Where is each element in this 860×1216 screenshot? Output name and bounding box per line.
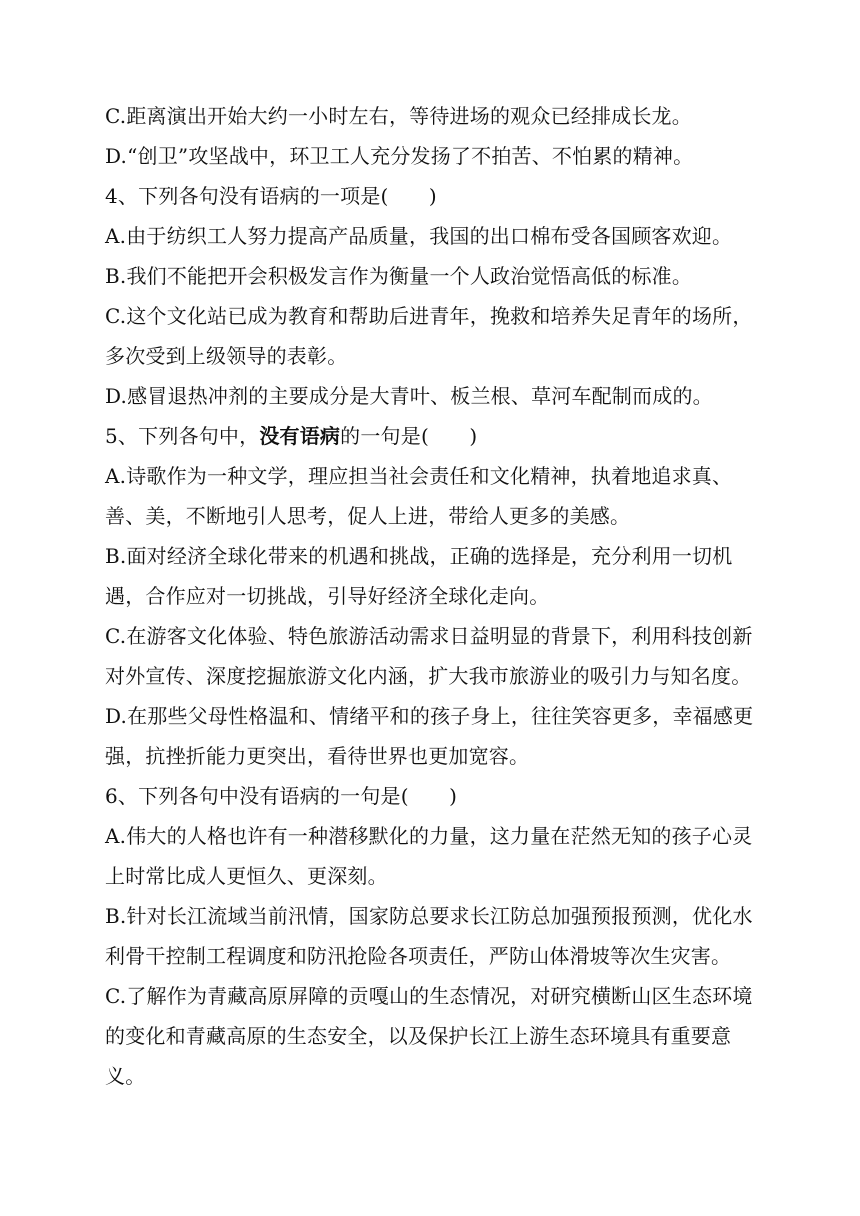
question-4-stem: 4、下列各句没有语病的一项是( ) (105, 184, 437, 208)
option-5b-line-2: 遇，合作应对一切挑战，引导好经济全球化走向。 (105, 584, 550, 608)
option-6c-line-1: C.了解作为青藏高原屏障的贡嘎山的生态情况，对研究横断山区生态环境 (105, 984, 753, 1008)
option-3d-line: D.“创卫”攻坚战中，环卫工人充分发扬了不拍苦、不怕累的精神。 (105, 144, 694, 168)
question-5-stem (105, 416, 760, 456)
question-5-stem-suffix: 的一句是( ) (340, 424, 478, 448)
option-6b-line-1: B.针对长江流域当前汛情，国家防总要求长江防总加强预报预测，优化水 (105, 904, 753, 928)
option-5a-line-1: A.诗歌作为一种文学，理应担当社会责任和文化精神，执着地追求真、 (105, 464, 733, 488)
option-6a-line-1: A.伟大的人格也许有一种潜移默化的力量，这力量在茫然无知的孩子心灵 (105, 824, 753, 848)
option-3c-line: C.距离演出开始大约一小时左右，等待进场的观众已经排成长龙。 (105, 104, 692, 128)
option-4c-line-2: 多次受到上级领导的表彰。 (105, 344, 348, 368)
option-5a-line-2: 善、美，不断地引人思考，促人上进，带给人更多的美感。 (105, 504, 631, 528)
option-5c-line-2: 对外宣传、深度挖掘旅游文化内涵，扩大我市旅游业的吸引力与知名度。 (105, 664, 752, 688)
option-4d-line: D.感冒退热冲剂的主要成分是大青叶、板兰根、草河车配制而成的。 (105, 384, 713, 408)
option-4b-line: B.我们不能把开会积极发言作为衡量一个人政治觉悟高低的标准。 (105, 264, 693, 288)
option-5d-line-1: D.在那些父母性格温和、情绪平和的孩子身上，往往笑容更多，幸福感更 (105, 704, 754, 728)
option-4a-line: A.由于纺织工人努力提高产品质量，我国的出口棉布受各国顾客欢迎。 (105, 224, 733, 248)
option-6c-line-2: 的变化和青藏高原的生态安全，以及保护长江上游生态环境具有重要意 (105, 1024, 732, 1048)
question-5-stem-prefix: 5、下列各句中， (105, 424, 260, 448)
document-body (105, 96, 760, 1096)
question-5-emphasis: 没有语病 (259, 424, 341, 448)
option-6c-line-3: 义。 (105, 1064, 146, 1088)
option-5c-line-1: C.在游客文化体验、特色旅游活动需求日益明显的背景下，利用科技创新 (105, 624, 753, 648)
option-6a-line-2: 上时常比成人更恒久、更深刻。 (105, 864, 388, 888)
option-4c-line-1: C.这个文化站已成为教育和帮助后进青年，挽救和培养失足青年的场所， (105, 304, 753, 328)
question-6-stem: 6、下列各句中没有语病的一句是( ) (105, 784, 458, 808)
option-5d-line-2: 强，抗挫折能力更突出，看待世界也更加宽容。 (105, 744, 530, 768)
option-6b-line-2: 利骨干控制工程调度和防汛抢险各项责任，严防山体滑坡等次生灾害。 (105, 944, 732, 968)
option-5b-line-1: B.面对经济全球化带来的机遇和挑战，正确的选择是，充分利用一切机 (105, 544, 733, 568)
